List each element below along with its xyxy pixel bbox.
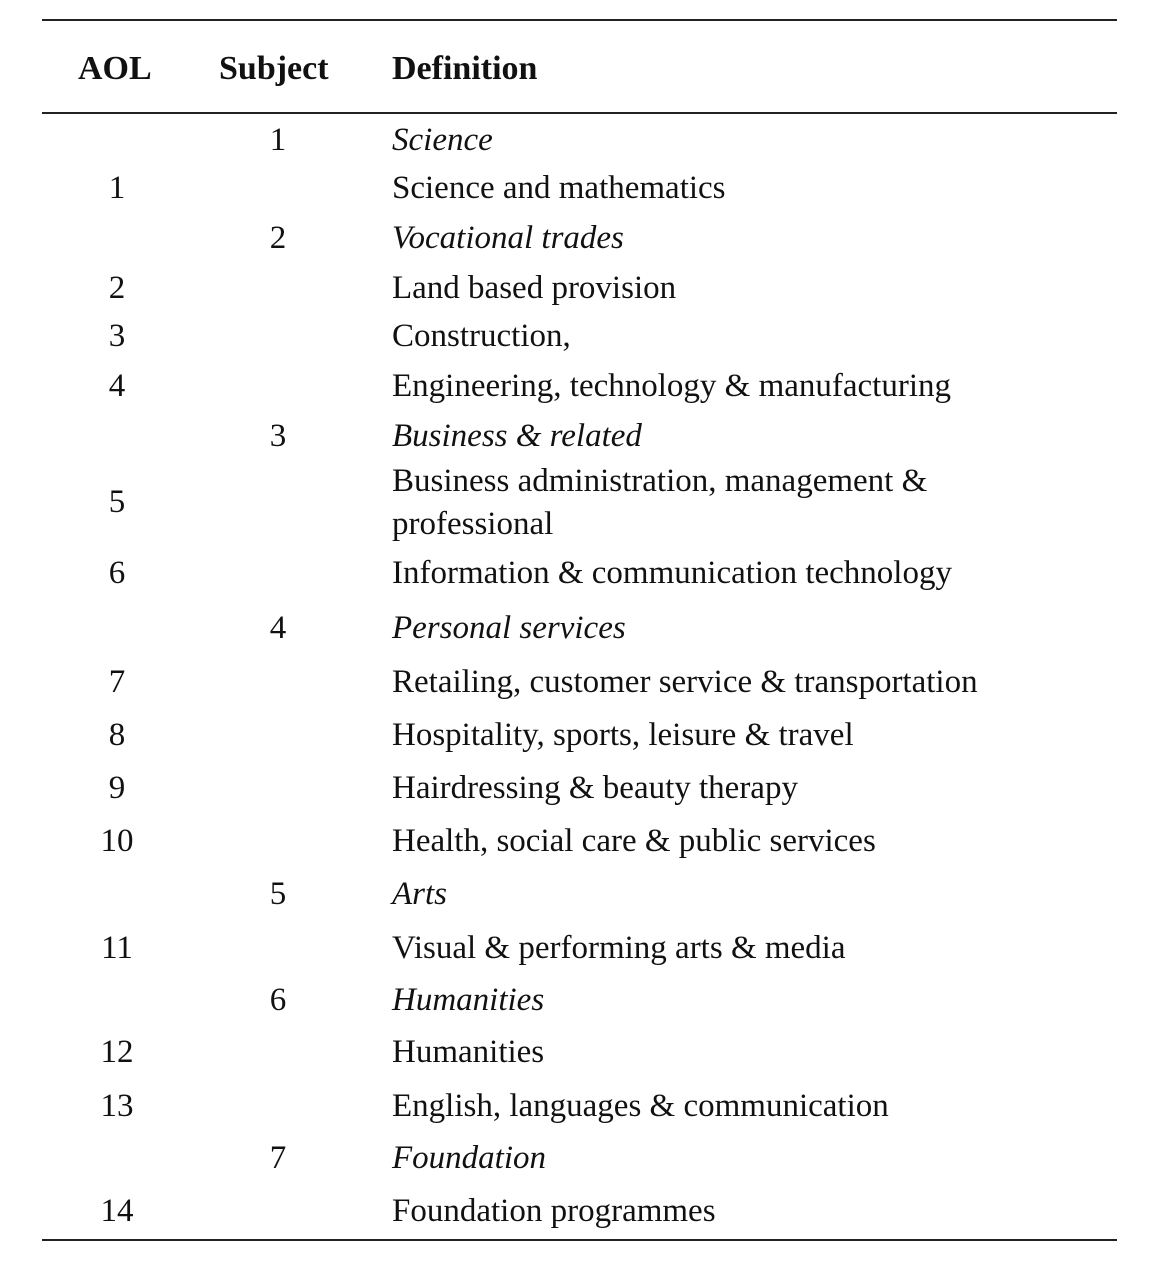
cell-subject-definition: Arts	[392, 876, 448, 912]
cell-aol-definition: Science and mathematics	[392, 170, 726, 206]
cell-aol-definition: Information & communication technology	[392, 555, 952, 591]
cell-subject: 5	[269, 876, 287, 912]
cell-aol: 9	[108, 770, 126, 806]
cell-aol-definition: Humanities	[392, 1034, 545, 1070]
cell-aol-definition: Visual & performing arts & media	[392, 930, 846, 966]
cell-aol: 10	[100, 823, 134, 859]
cell-aol: 13	[100, 1088, 134, 1124]
cell-subject: 6	[269, 982, 287, 1018]
cell-aol: 2	[108, 270, 126, 306]
cell-subject: 2	[269, 220, 287, 256]
cell-aol: 11	[101, 930, 133, 966]
cell-aol: 14	[100, 1193, 134, 1229]
cell-aol-definition: Retailing, customer service & transportation	[392, 664, 978, 700]
cell-aol: 4	[108, 368, 126, 404]
cell-subject: 1	[269, 122, 287, 158]
cell-subject-definition: Vocational trades	[392, 220, 624, 256]
cell-aol: 6	[108, 555, 126, 591]
cell-aol: 3	[108, 318, 126, 354]
cell-subject: 7	[269, 1140, 287, 1176]
cell-aol: 7	[108, 664, 126, 700]
cell-aol: 8	[108, 717, 126, 753]
cell-aol-definition: Land based provision	[392, 270, 677, 306]
cell-aol-definition: Foundation programmes	[392, 1193, 716, 1229]
cell-subject-definition: Science	[392, 122, 493, 158]
cell-aol: 1	[108, 170, 126, 206]
cell-aol-definition: Health, social care & public services	[392, 823, 876, 859]
header-subject: Subject	[219, 50, 329, 87]
cell-aol-definition: Hairdressing & beauty therapy	[392, 770, 798, 806]
cell-subject-definition: Humanities	[392, 982, 545, 1018]
cell-aol-definition: Hospitality, sports, leisure & travel	[392, 717, 854, 753]
header-definition: Definition	[392, 50, 538, 87]
header-aol: AOL	[78, 50, 152, 87]
cell-aol: 12	[100, 1034, 134, 1070]
cell-subject: 3	[269, 418, 287, 454]
cell-subject-definition: Foundation	[392, 1140, 546, 1176]
cell-subject-definition: Business & related	[392, 418, 642, 454]
cell-subject-definition: Personal services	[392, 610, 626, 646]
table-bottom-rule	[42, 1239, 1117, 1241]
cell-aol: 5	[108, 484, 126, 520]
cell-aol-definition: Construction,	[392, 318, 571, 354]
cell-aol-definition: English, languages & communication	[392, 1088, 889, 1124]
cell-subject: 4	[269, 610, 287, 646]
cell-aol-definition: Engineering, technology & manufacturing	[392, 368, 952, 404]
cell-aol-definition: Business administration, management & professional	[392, 463, 928, 542]
